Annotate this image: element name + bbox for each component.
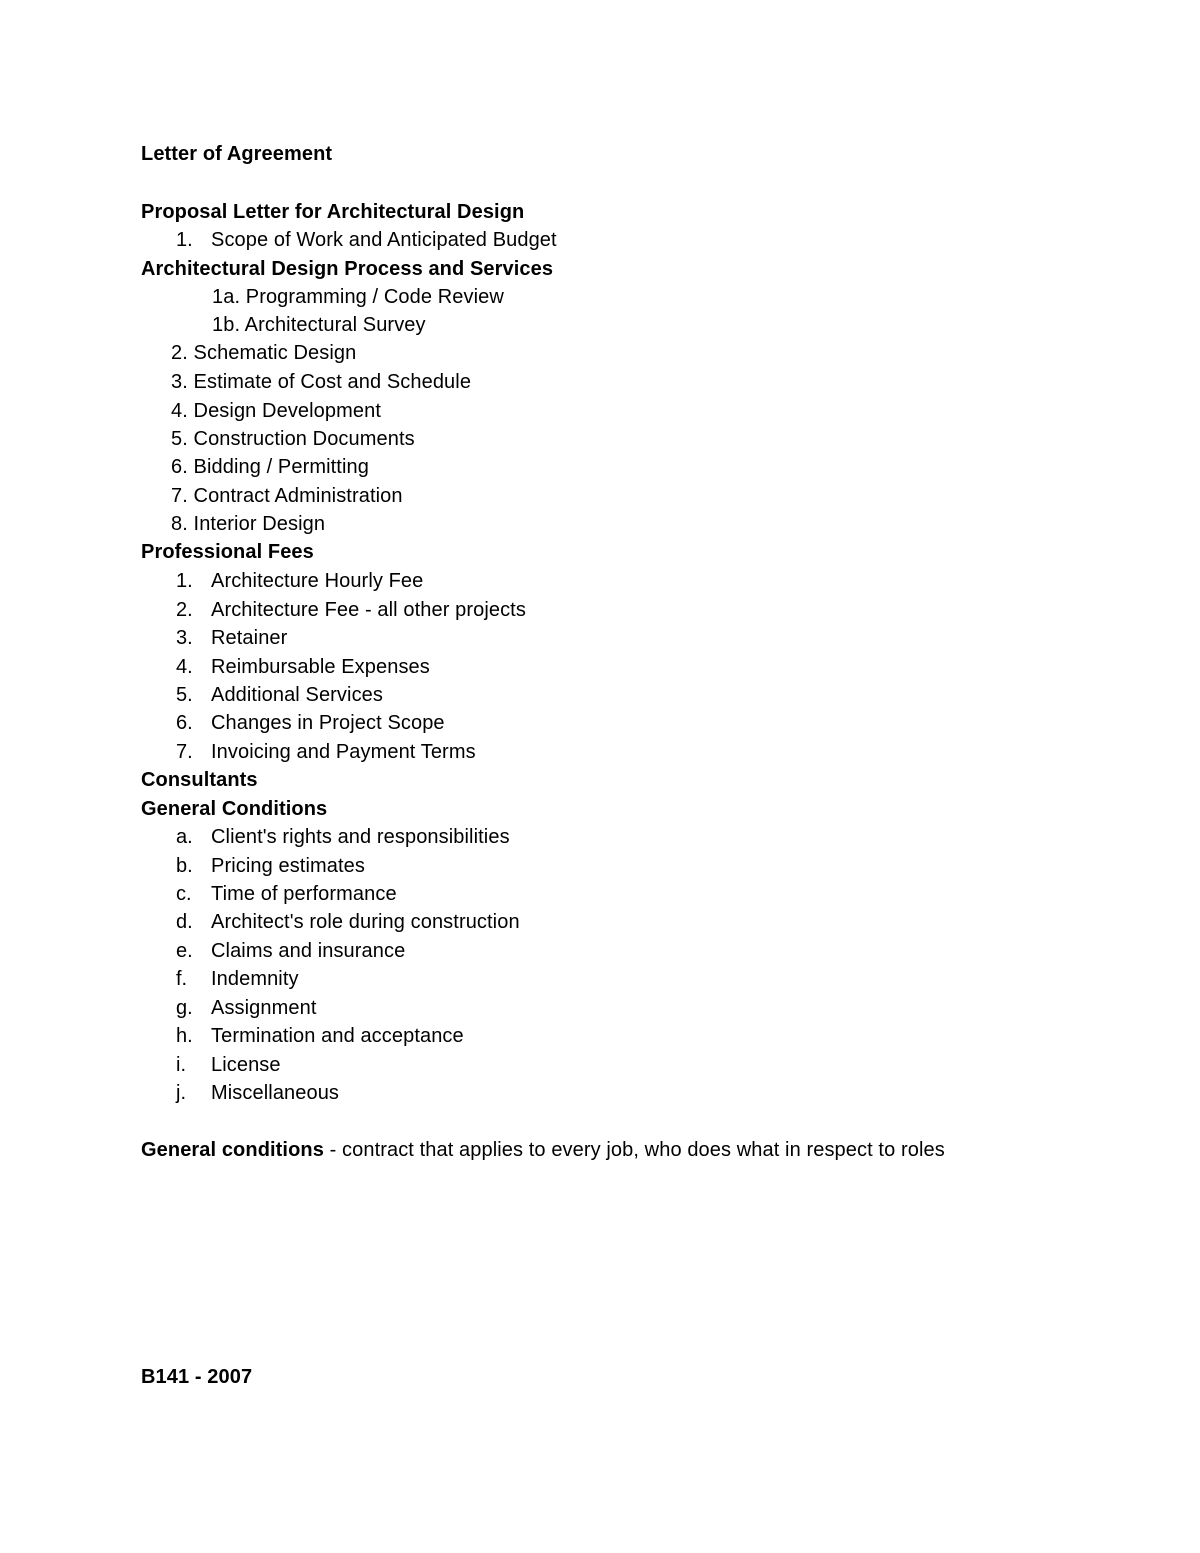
list-marker: i. (176, 1054, 186, 1076)
section-heading-fees: Professional Fees (141, 541, 314, 563)
list-item: Time of performance (211, 883, 397, 905)
section-heading-consultants: Consultants (141, 769, 258, 791)
list-item: Reimbursable Expenses (211, 656, 430, 678)
list-marker: g. (176, 997, 193, 1019)
list-marker: 3. (176, 627, 193, 649)
general-conditions-note (141, 1138, 945, 1162)
list-item: 2. Schematic Design (171, 342, 357, 364)
list-item: 1a. Programming / Code Review (212, 286, 504, 308)
list-item: Assignment (211, 997, 317, 1019)
list-item: 8. Interior Design (171, 513, 326, 535)
list-item: License (211, 1054, 281, 1076)
section-heading-process: Architectural Design Process and Services (141, 258, 554, 280)
list-item: Client's rights and responsibilities (211, 826, 510, 848)
list-marker: 6. (176, 712, 193, 734)
note-definition: - contract that applies to every job, who does what in respect to roles (323, 1139, 945, 1161)
list-item: Architecture Hourly Fee (211, 570, 424, 592)
list-item: Additional Services (211, 684, 383, 706)
note-term: General conditions (141, 1139, 324, 1161)
list-marker: d. (176, 911, 193, 933)
list-marker: j. (176, 1082, 186, 1104)
list-marker: f. (176, 968, 188, 990)
list-item: 5. Construction Documents (171, 428, 415, 450)
list-item: Changes in Project Scope (211, 712, 445, 734)
list-item: Pricing estimates (211, 855, 365, 877)
list-item: Termination and acceptance (211, 1025, 464, 1047)
list-marker: h. (176, 1025, 193, 1047)
section-heading-proposal: Proposal Letter for Architectural Design (141, 201, 525, 223)
list-item: 4. Design Development (171, 400, 381, 422)
list-marker: c. (176, 883, 192, 905)
document-title: Letter of Agreement (141, 143, 333, 165)
document-reference: B141 - 2007 (141, 1366, 253, 1388)
list-item: Scope of Work and Anticipated Budget (211, 229, 557, 251)
list-item: 3. Estimate of Cost and Schedule (171, 371, 472, 393)
list-item: Claims and insurance (211, 940, 406, 962)
list-item: 6. Bidding / Permitting (171, 456, 369, 478)
list-marker: 7. (176, 741, 193, 763)
list-marker: 4. (176, 656, 193, 678)
list-item: Architecture Fee - all other projects (211, 599, 526, 621)
list-item: Invoicing and Payment Terms (211, 741, 476, 763)
list-item: Miscellaneous (211, 1082, 340, 1104)
list-marker: 1. (176, 229, 193, 251)
list-marker: 5. (176, 684, 193, 706)
list-marker: 1. (176, 570, 193, 592)
list-item: Indemnity (211, 968, 299, 990)
section-heading-conditions: General Conditions (141, 798, 328, 820)
list-item: Architect's role during construction (211, 911, 520, 933)
list-marker: 2. (176, 599, 193, 621)
list-item: Retainer (211, 627, 288, 649)
list-marker: e. (176, 940, 193, 962)
list-item: 7. Contract Administration (171, 485, 403, 507)
list-item: 1b. Architectural Survey (212, 314, 426, 336)
list-marker: b. (176, 855, 193, 877)
list-marker: a. (176, 826, 193, 848)
